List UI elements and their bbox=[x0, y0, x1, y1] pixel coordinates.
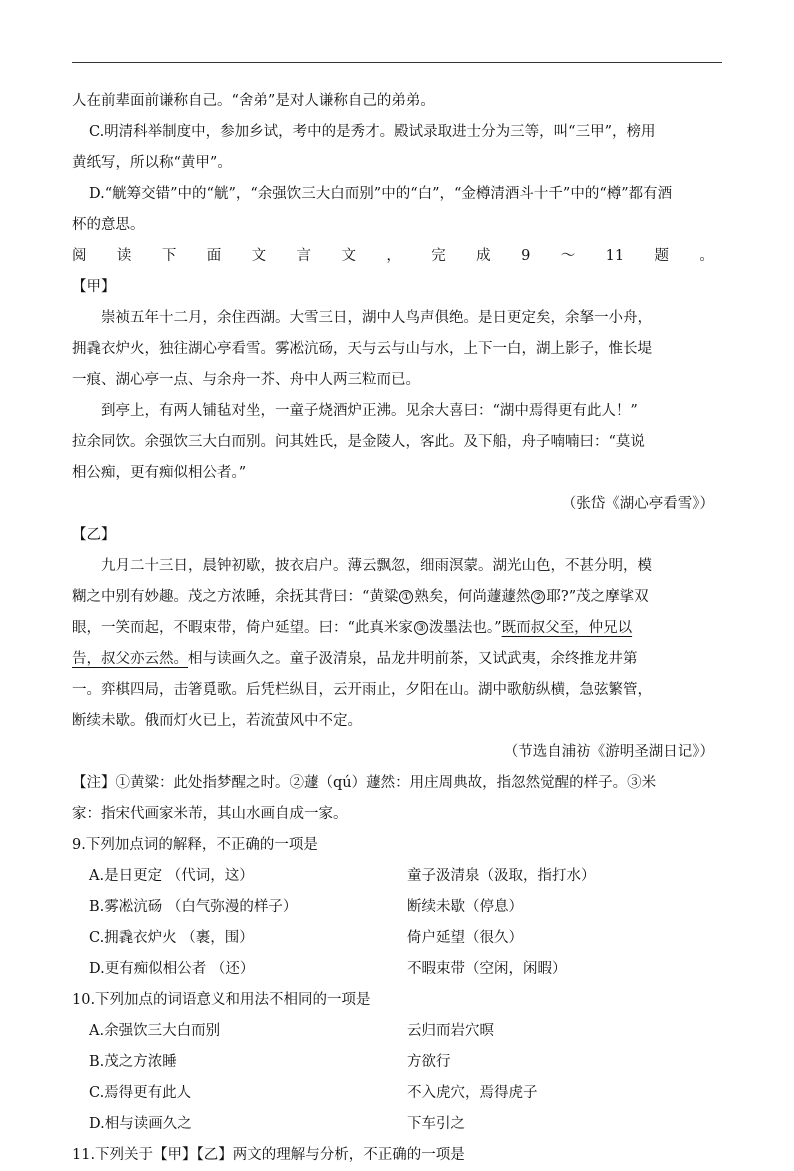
passage-jia-line: 拉余同饮。余强饮三大白而别。问其姓氏，是金陵人，客此。及下船，舟子喃喃曰：“莫说 bbox=[72, 434, 645, 450]
note-marker-1: ① bbox=[399, 590, 413, 604]
underlined-sentence: 告，叔父亦云然。 bbox=[72, 651, 188, 667]
passage-yi-line: 九月二十三日，晨钟初歇，披衣启户。薄云飘忽，细雨溟蒙。湖光山色，不甚分明，模 bbox=[101, 558, 652, 574]
option-d-line-2: 杯的意思。 bbox=[72, 217, 145, 233]
passage-jia-source: （张岱《湖心亭看雪》） bbox=[561, 496, 714, 512]
passage-jia-line: 崇祯五年十二月，余住西湖。大雪三日，湖中人鸟声俱绝。是日更定矣，余拏一小舟， bbox=[101, 310, 652, 326]
text-line: 人在前辈面前谦称自己。“舍弟”是对人谦称自己的弟弟。 bbox=[72, 93, 435, 109]
notes-line-1: 【注】①黄粱：此处指梦醒之时。②蘧（qú）蘧然：用庄周典故，指忽然觉醒的样子。③米 bbox=[72, 775, 657, 791]
passage-jia-tag: 【甲】 bbox=[72, 279, 116, 295]
q9-option-a: A.是日更定 （代词，这） 童子汲清泉（汲取，指打水） bbox=[89, 868, 596, 884]
passage-yi-line: 一。弈棋四局，击箸覓歌。后凭栏纵目，云开雨止，夕阳在山。湖中歌舫纵横，急弦繁管， bbox=[72, 682, 652, 698]
question-10-stem: 10.下列加点的词语意义和用法不相同的一项是 bbox=[72, 992, 371, 1008]
header-rule bbox=[72, 62, 722, 63]
question-9-stem: 9.下列加点词的解释，不正确的一项是 bbox=[72, 837, 318, 853]
passage-yi-tag: 【乙】 bbox=[72, 527, 116, 543]
passage-jia-line: 到亭上，有两人铺毡对坐，一童子烧酒炉正沸。见余大喜曰：“湖中焉得更有此人！” bbox=[101, 403, 638, 419]
note-marker-2: ② bbox=[531, 590, 545, 604]
q10-option-a: A.余强饮三大白而别 云归而岩穴暝 bbox=[89, 1023, 494, 1039]
q10-option-b: B.茂之方浓睡 方欲行 bbox=[89, 1054, 451, 1070]
passage-yi-line: 断续未歇。俄而灯火已上，若流萤风中不定。 bbox=[72, 713, 362, 729]
q10-option-d: D.相与读画久之 下车引之 bbox=[89, 1116, 465, 1132]
option-c-line-1: C.明清科举制度中，参加乡试，考中的是秀才。殿试录取进士分为三等，叫“三甲”，榜用 bbox=[89, 124, 656, 140]
passage-jia-line: 相公痴，更有痴似相公者。” bbox=[72, 465, 247, 481]
passage-yi-line: 眼，一笑而起，不暇束带，倚户延望。曰：“此真米家 ③ 泼墨法也。”既而叔父至，仲兄以 bbox=[72, 620, 633, 636]
passage-yi-line: 告，叔父亦云然。相与读画久之。童子汲清泉，品龙井明前茶，又试武夷，余终推龙井第 bbox=[72, 651, 638, 667]
q9-option-d: D.更有痴似相公者 （还） 不暇束带（空闲，闲暇） bbox=[89, 961, 567, 977]
note-marker-3: ③ bbox=[414, 621, 428, 635]
passage-jia-line: 一痕、湖心亭一点、与余舟一芥、舟中人两三粒而已。 bbox=[72, 372, 420, 388]
question-11-stem: 11.下列关于【甲】【乙】两文的理解与分析，不正确的一项是 bbox=[72, 1147, 465, 1163]
passage-jia-line: 拥毳衣炉火，独往湖心亭看雪。雾凇沆砀，天与云与山与水，上下一白，湖上影子，惟长堤 bbox=[72, 341, 652, 357]
notes-line-2: 家：指宋代画家米芾，其山水画自成一家。 bbox=[72, 806, 348, 822]
q9-option-c: C.拥毳衣炉火 （裹，围） 倚户延望（很久） bbox=[89, 930, 523, 946]
reading-instruction: 阅 读 下 面 文 言 文 ， 完 成 9 ～ 11 题 。 bbox=[72, 248, 714, 264]
q9-option-b: B.雾凇沆砀 （白气弥漫的样子） 断续未歇（停息） bbox=[89, 899, 523, 915]
q10-option-c: C.焉得更有此人 不入虎穴，焉得虎子 bbox=[89, 1085, 538, 1101]
passage-yi-line: 糊之中别有妙趣。茂之方浓睡，余抚其背曰：“黄粱 ① 熟矣，何尚蘧蘧然 ② 耶?”茂之摩挲双 bbox=[72, 589, 649, 605]
underlined-sentence: 既而叔父至，仲兄以 bbox=[501, 620, 633, 636]
option-d-line-1: D.“觥筹交错”中的“觥”，“余强饮三大白而别”中的“白”，“金樽清酒斗十千”中的“樽”都有酒 bbox=[89, 186, 673, 202]
document-page bbox=[72, 86, 724, 1171]
passage-yi-source: （节选自浦祊《游明圣湖日记》） bbox=[503, 744, 714, 760]
option-c-line-2: 黄纸写，所以称“黄甲”。 bbox=[72, 155, 232, 171]
